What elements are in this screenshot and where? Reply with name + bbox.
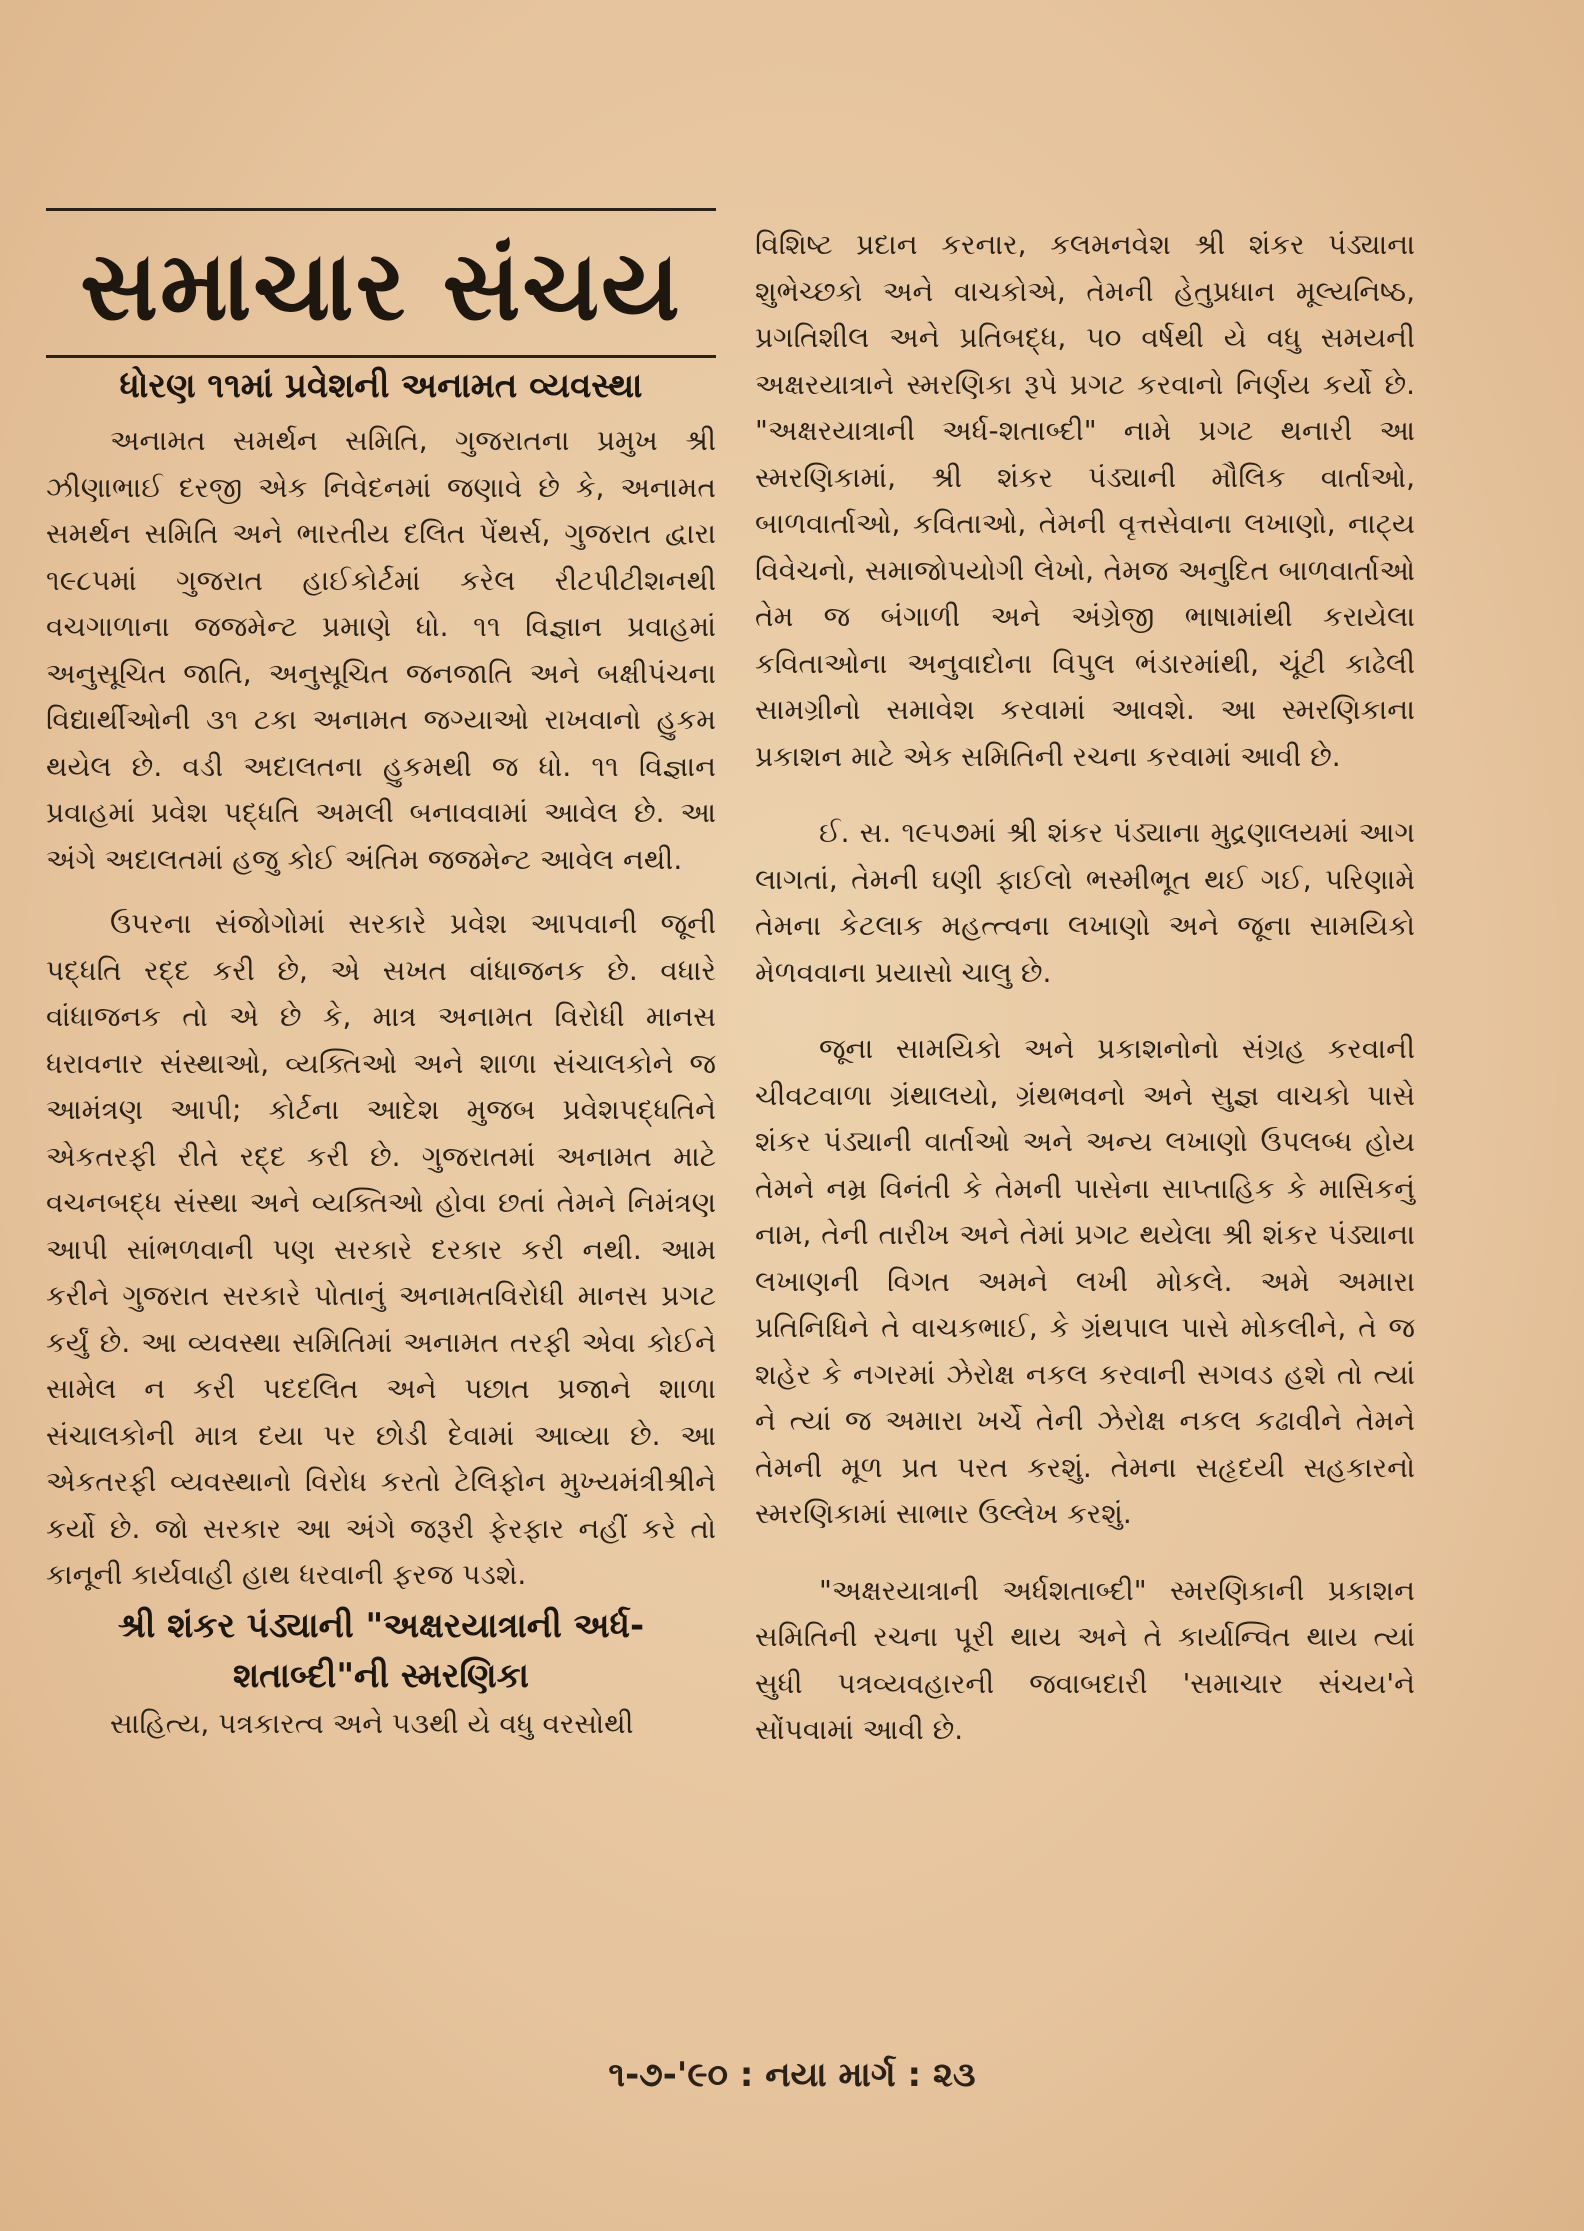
article1-paragraph-1: અનામત સમર્થન સમિતિ, ગુજરાતના પ્રમુખ શ્રી ઝીણાભાઈ દરજી એક નિવેદનમાં જણાવે છે કે, અનામત સમર્થન સમિતિ અને ભારતીય દલિત પેંથર્સ, ગુજરાત દ્વારા ૧૯૮૫માં ગુજરાત હાઈકોર્ટમાં કરેલ રીટપીટીશનથી વચગાળાના જજમેન્ટ પ્રમાણે ધો. ૧૧ વિજ્ઞાન પ્રવાહમાં અનુસૂચિત જાતિ, અનુસૂચિત જનજાતિ અને બક્ષીપંચના વિદ્યાર્થીઓની ૩૧ ટકા અનામત જગ્યાઓ રાખવાનો હુકમ થયેલ છે. વડી અદાલતના હુકમથી જ ધો. ૧૧ વિજ્ઞાન પ્રવાહમાં પ્રવેશ પદ્ધતિ અમલી બનાવવામાં આવેલ છે. આ અંગે અદાલતમાં હજુ કોઈ અંતિમ જજમેન્ટ આવેલ નથી. xyxy=(46,424,716,876)
article2-paragraph-5: "અક્ષરયાત્રાની અર્ધશતાબ્દી" સ્મરણિકાની પ્રકાશન સમિતિની રચના પૂરી થાય અને તે કાર્યાન્વિત થાય ત્યાં સુધી પત્રવ્યવહારની જવાબદારી 'સમાચાર સંચય'ને સોંપવામાં આવી છે. xyxy=(755,1573,1415,1746)
right-column xyxy=(755,222,1415,1754)
page-footer: ૧-૭-'૯૦ : નયા માર્ગ : ૨૩ xyxy=(608,2055,976,2095)
article2-paragraph-2: વિશિષ્ટ પ્રદાન કરનાર, કલમનવેશ શ્રી શંકર પંડ્યાના શુભેચ્છકો અને વાચકોએ, તેમની હેતુપ્રધાન મૂલ્યનિષ્ઠ, પ્રગતિશીલ અને પ્રતિબદ્ધ, ૫૦ વર્ષથી યે વધુ સમયની અક્ષરયાત્રાને સ્મરણિકા રૂપે પ્રગટ કરવાનો નિર્ણય કર્યો છે. "અક્ષરયાત્રાની અર્ધ-શતાબ્દી" નામે પ્રગટ થનારી આ સ્મરણિકામાં, શ્રી શંકર પંડ્યાની મૌલિક વાર્તાઓ, બાળવાર્તાઓ, કવિતાઓ, તેમની વૃત્તસેવાના લખાણો, નાટ્ય વિવેચનો, સમાજોપયોગી લેખો, તેમજ અનુદિત બાળવાર્તાઓ તેમ જ બંગાળી અને અંગ્રેજી ભાષામાંથી કરાયેલા કવિતાઓના અનુવાદોના વિપુલ ભંડારમાંથી, ચૂંટી કાઢેલી સામગ્રીનો સમાવેશ કરવામાં આવશે. આ સ્મરણિકાના પ્રકાશન માટે એક સમિતિની રચના કરવામાં આવી છે. xyxy=(755,228,1415,773)
article1-heading: ધોરણ ૧૧માં પ્રવેશની અનામત વ્યવસ્થા xyxy=(119,366,643,406)
masthead-bottom-rule xyxy=(46,355,716,358)
article2-paragraph-3: ઈ. સ. ૧૯૫૭માં શ્રી શંકર પંડ્યાના મુદ્રણાલયમાં આગ લાગતાં, તેમની ઘણી ફાઈલો ભસ્મીભૂત થઈ ગઈ, પરિણામે તેમના કેટલાક મહત્ત્વના લખાણો અને જૂના સામયિકો મેળવવાના પ્રયાસો ચાલુ છે. xyxy=(755,816,1415,989)
article2-heading: શ્રી શંકર પંડ્યાની "અક્ષરયાત્રાની અર્ધ-શતાબ્દી"ની સ્મરણિકા xyxy=(117,1605,645,1696)
article2-paragraph-4: જૂના સામયિકો અને પ્રકાશનોનો સંગ્રહ કરવાની ચીવટવાળા ગ્રંથાલયો, ગ્રંથભવનો અને સુજ્ઞ વાચકો પાસે શંકર પંડ્યાની વાર્તાઓ અને અન્ય લખાણો ઉપલબ્ધ હોય તેમને નમ્ર વિનંતી કે તેમની પાસેના સાપ્તાહિક કે માસિકનું નામ, તેની તારીખ અને તેમાં પ્રગટ થયેલા શ્રી શંકર પંડ્યાના લખાણની વિગત અમને લખી મોકલે. અમે અમારા પ્રતિનિધિને તે વાચકભાઈ, કે ગ્રંથપાલ પાસે મોકલીને, તે જ શહેર કે નગરમાં ઝેરોક્ષ નકલ કરવાની સગવડ હશે તો ત્યાં ને ત્યાં જ અમારા ખર્ચે તેની ઝેરોક્ષ નકલ કઢાવીને તેમને તેમની મૂળ પ્રત પરત કરશું. તેમના સહૃદયી સહકારનો સ્મરણિકામાં સાભાર ઉલ્લેખ કરશું. xyxy=(755,1032,1415,1530)
article1-paragraph-2: ઉપરના સંજોગોમાં સરકારે પ્રવેશ આપવાની જૂની પદ્ધતિ રદ્દ કરી છે, એ સખત વાંધાજનક છે. વધારે વાંધાજનક તો એ છે કે, માત્ર અનામત વિરોધી માનસ ધરાવનાર સંસ્થાઓ, વ્યક્તિઓ અને શાળા સંચાલકોને જ આમંત્રણ આપી; કોર્ટના આદેશ મુજબ પ્રવેશપદ્ધતિને એકતરફી રીતે રદ્દ કરી છે. ગુજરાતમાં અનામત માટે વચનબદ્ધ સંસ્થા અને વ્યક્તિઓ હોવા છતાં તેમને નિમંત્રણ આપી સાંભળવાની પણ સરકારે દરકાર કરી નથી. આમ કરીને ગુજરાત સરકારે પોતાનું અનામતવિરોધી માનસ પ્રગટ કર્યું છે. આ વ્યવસ્થા સમિતિમાં અનામત તરફી એવા કોઈને સામેલ ન કરી પદદલિત અને પછાત પ્રજાને શાળા સંચાલકોની માત્ર દયા પર છોડી દેવામાં આવ્યા છે. આ એકતરફી વ્યવસ્થાનો વિરોધ કરતો ટેલિફોન મુખ્યમંત્રીશ્રીને કર્યો છે. જો સરકાર આ અંગે જરૂરી ફેરફાર નહીં કરે તો કાનૂની કાર્યવાહી હાથ ધરવાની ફરજ પડશે. xyxy=(46,907,716,1591)
left-column xyxy=(46,418,716,1747)
masthead-top-rule xyxy=(46,208,716,211)
article2-paragraph-1: સાહિત્ય, પત્રકારત્વ અને ૫૩થી યે વધુ વરસોથી xyxy=(110,1706,634,1740)
masthead-title: સમાચાર સંચય xyxy=(80,230,682,342)
